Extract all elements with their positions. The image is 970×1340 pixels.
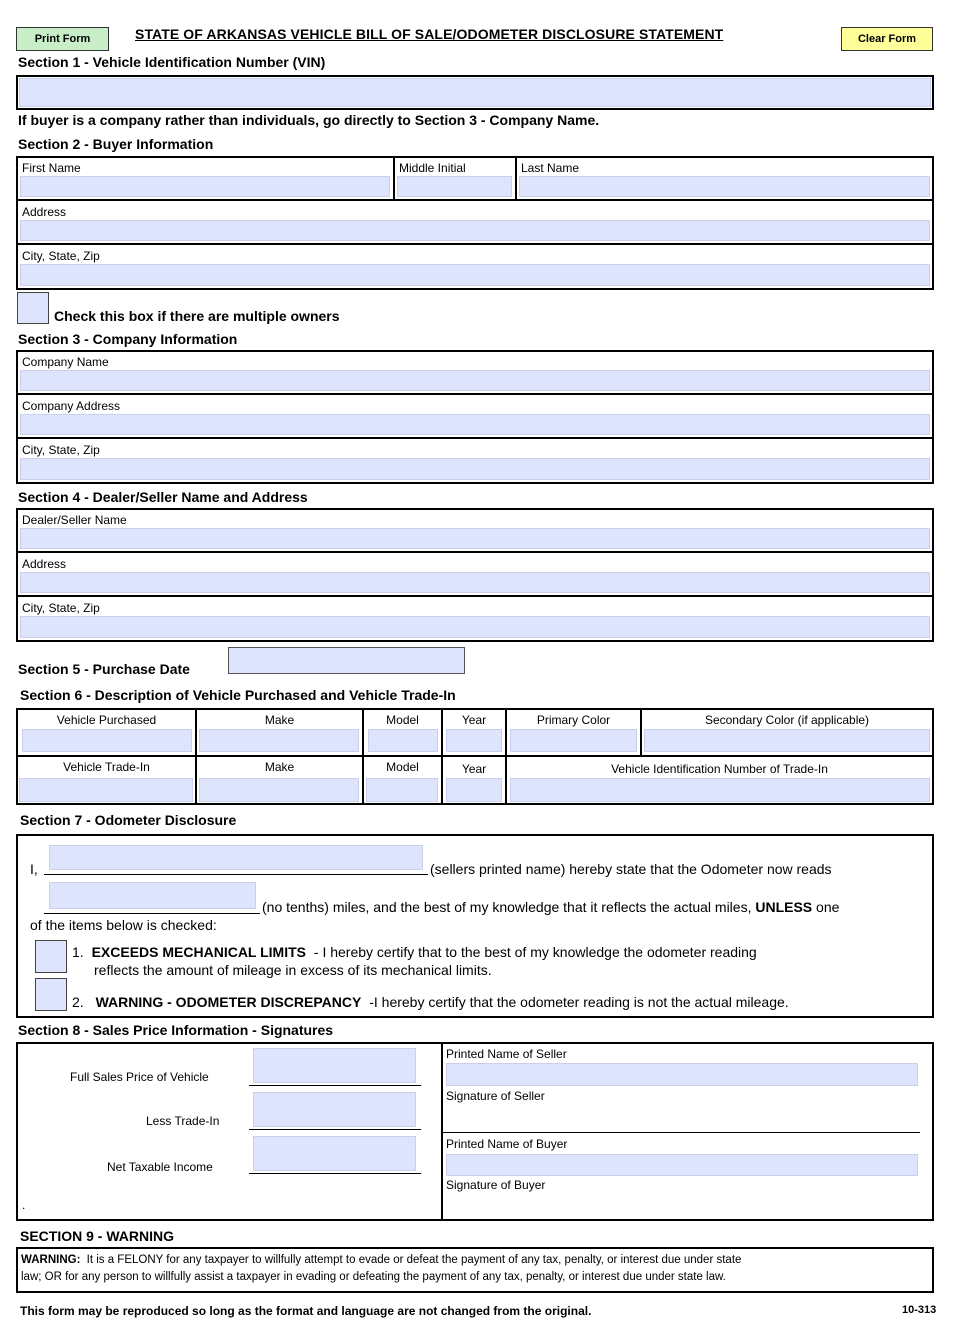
buyer-address-input[interactable] <box>20 220 930 241</box>
footer-note: This form may be reproduced so long as the format and language are not changed from the original. <box>20 1304 592 1318</box>
print-form-button[interactable]: Print Form <box>16 27 109 51</box>
underline <box>249 1129 421 1130</box>
warning-prefix: WARNING: <box>21 1254 81 1266</box>
dealer-city-label: City, State, Zip <box>22 601 100 615</box>
model-input[interactable] <box>368 729 438 752</box>
printed-seller-label: Printed Name of Seller <box>446 1047 567 1061</box>
tradein-year-label: Year <box>461 762 487 776</box>
section7-heading: Section 7 - Odometer Disclosure <box>20 812 237 828</box>
underline <box>249 1173 421 1174</box>
divider <box>16 755 934 757</box>
secondary-color-label: Secondary Color (if applicable) <box>704 713 870 727</box>
divider <box>16 199 934 201</box>
dealer-name-input[interactable] <box>20 528 930 549</box>
odometer-line2-b: one <box>816 899 840 915</box>
underline <box>249 1085 421 1086</box>
last-name-label: Last Name <box>521 161 580 175</box>
vehicle-purchased-input[interactable] <box>22 729 192 752</box>
less-trade-input[interactable] <box>253 1092 416 1127</box>
multiple-owners-label: Check this box if there are multiple owners <box>54 308 340 324</box>
divider <box>515 156 517 201</box>
vin-input[interactable] <box>19 78 931 107</box>
section5-heading: Section 5 - Purchase Date <box>18 661 190 677</box>
item1-text2: reflects the amount of mileage in excess of its mechanical limits. <box>94 962 492 978</box>
clear-form-button[interactable]: Clear Form <box>841 27 933 51</box>
vehicle-tradein-input[interactable] <box>19 778 193 802</box>
item2-line <box>72 994 789 1010</box>
company-address-input[interactable] <box>20 414 930 435</box>
printed-buyer-label: Printed Name of Buyer <box>446 1137 568 1151</box>
divider <box>16 595 934 597</box>
warning-text2: law; OR for any person to willfully assist a taxpayer in evading or defeating the payment of any tax, penalty, or interest due under state law. <box>21 1271 726 1283</box>
seller-printed-name-input[interactable] <box>49 845 423 870</box>
company-city-input[interactable] <box>20 458 930 480</box>
odometer-unless: UNLESS <box>755 899 813 915</box>
year-label: Year <box>461 713 487 727</box>
tradein-vin-input[interactable] <box>510 778 930 802</box>
form-title: STATE OF ARKANSAS VEHICLE BILL OF SALE/ODOMETER DISCLOSURE STATEMENT <box>135 26 724 42</box>
odometer-line2-a: (no tenths) miles, and the best of my knowledge that it reflects the actual miles, <box>262 899 752 915</box>
buyer-city-input[interactable] <box>20 264 930 286</box>
odometer-line2 <box>262 899 839 915</box>
first-name-label: First Name <box>22 161 81 175</box>
signature-seller-label: Signature of Seller <box>446 1089 545 1103</box>
signature-buyer-label: Signature of Buyer <box>446 1178 546 1192</box>
company-name-input[interactable] <box>20 370 930 391</box>
company-name-label: Company Name <box>22 355 109 369</box>
middle-initial-input[interactable] <box>397 176 512 197</box>
primary-color-label: Primary Color <box>536 713 611 727</box>
underline <box>44 913 260 914</box>
net-taxable-label: Net Taxable Income <box>107 1160 213 1174</box>
printed-seller-input[interactable] <box>446 1063 918 1086</box>
divider <box>393 156 395 201</box>
odometer-line3: of the items below is checked: <box>30 917 217 933</box>
company-note: If buyer is a company rather than individuals, go directly to Section 3 - Company Name. <box>18 112 600 128</box>
section2-heading: Section 2 - Buyer Information <box>18 136 214 152</box>
section1-heading: Section 1 - Vehicle Identification Number (VIN) <box>18 54 326 70</box>
item1-line <box>72 944 757 960</box>
stray-dot: . <box>22 1198 26 1212</box>
form-number: 10-313 <box>902 1304 937 1316</box>
first-name-input[interactable] <box>20 176 390 197</box>
multiple-owners-checkbox[interactable] <box>17 292 49 324</box>
warning-text1: It is a FELONY for any taxpayer to willfully attempt to evade or defeat the payment of any tax, penalty, or interest due under state <box>86 1254 742 1266</box>
item2-number: 2. <box>72 994 84 1010</box>
item1-text: - I hereby certify that to the best of my knowledge the odometer reading <box>313 944 757 960</box>
middle-initial-label: Middle Initial <box>399 161 466 175</box>
primary-color-input[interactable] <box>510 729 637 752</box>
divider <box>16 393 934 395</box>
vehicle-tradein-label: Vehicle Trade-In <box>63 760 150 774</box>
section6-heading: Section 6 - Description of Vehicle Purchased and Vehicle Trade-In <box>20 687 456 703</box>
buyer-address-label: Address <box>22 205 67 219</box>
divider <box>16 437 934 439</box>
odometer-line1-suffix: (sellers printed name) hereby state that the Odometer now reads <box>430 861 832 877</box>
make-input[interactable] <box>199 729 359 752</box>
secondary-color-input[interactable] <box>644 729 930 752</box>
vehicle-purchased-label: Vehicle Purchased <box>56 713 157 727</box>
section8-heading: Section 8 - Sales Price Information - Signatures <box>18 1022 334 1038</box>
buyer-city-label: City, State, Zip <box>22 249 100 263</box>
section3-heading: Section 3 - Company Information <box>18 331 238 347</box>
model-label: Model <box>386 713 419 727</box>
dealer-name-label: Dealer/Seller Name <box>22 513 127 527</box>
item1-number: 1. <box>72 944 84 960</box>
full-price-input[interactable] <box>253 1048 416 1083</box>
tradein-model-label: Model <box>386 760 419 774</box>
exceeds-mechanical-limits-checkbox[interactable] <box>35 940 67 973</box>
tradein-make-label: Make <box>264 760 295 774</box>
tradein-year-input[interactable] <box>446 778 502 802</box>
tradein-make-input[interactable] <box>199 778 359 802</box>
section4-heading: Section 4 - Dealer/Seller Name and Address <box>18 489 308 505</box>
item2-title: WARNING - ODOMETER DISCREPANCY <box>95 994 362 1010</box>
divider <box>16 243 934 245</box>
tradein-model-input[interactable] <box>366 778 438 802</box>
odometer-miles-input[interactable] <box>49 882 256 909</box>
company-city-label: City, State, Zip <box>22 443 100 457</box>
odometer-discrepancy-checkbox[interactable] <box>35 978 67 1011</box>
purchase-date-input[interactable] <box>228 647 465 674</box>
full-price-label: Full Sales Price of Vehicle <box>70 1070 209 1084</box>
item1-title: EXCEEDS MECHANICAL LIMITS <box>91 944 307 960</box>
printed-buyer-input[interactable] <box>446 1154 918 1176</box>
dealer-address-label: Address <box>22 557 67 571</box>
net-taxable-input[interactable] <box>253 1136 416 1171</box>
less-trade-label: Less Trade-In <box>146 1114 220 1128</box>
seller-signature-line <box>443 1132 920 1133</box>
section9-heading: SECTION 9 - WARNING <box>20 1228 175 1244</box>
divider <box>16 551 934 553</box>
dealer-address-input[interactable] <box>20 572 930 593</box>
warning-line1 <box>21 1254 741 1266</box>
underline <box>44 874 428 875</box>
odometer-i-prefix: I, <box>30 861 38 877</box>
company-address-label: Company Address <box>22 399 121 413</box>
year-input[interactable] <box>446 729 502 752</box>
tradein-vin-label: Vehicle Identification Number of Trade-In <box>611 762 828 776</box>
item2-text: -I hereby certify that the odometer reading is not the actual mileage. <box>369 994 789 1010</box>
last-name-input[interactable] <box>519 176 930 197</box>
make-label: Make <box>264 713 295 727</box>
dealer-city-input[interactable] <box>20 616 930 638</box>
